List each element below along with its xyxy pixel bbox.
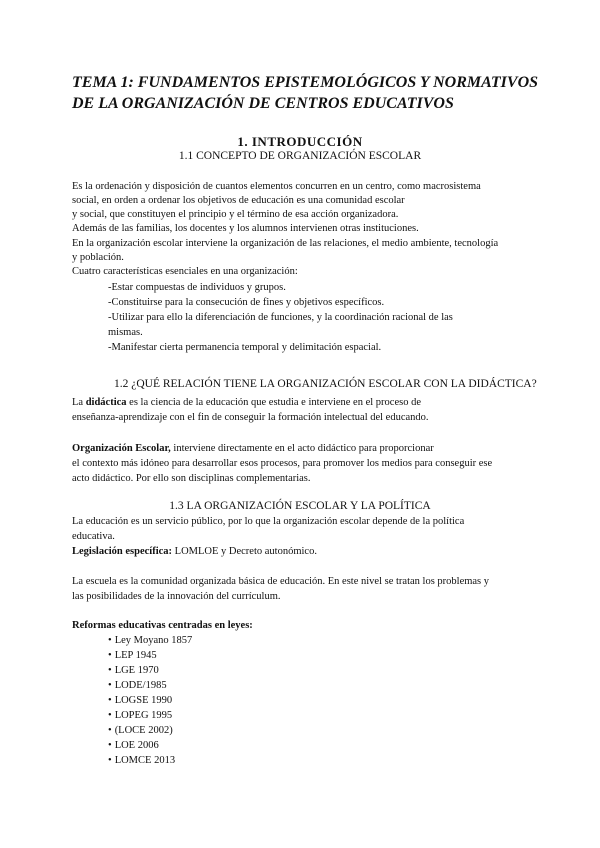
list-item-label: LOE 2006 — [114, 740, 159, 751]
list-item-label: LOPEG 1995 — [114, 710, 173, 721]
paragraph-line: y población. — [72, 252, 124, 263]
list-item-label: LOGSE 1990 — [114, 695, 173, 706]
paragraph-line: Es la ordenación y disposición de cuantos elementos concurren en un centro, como macrosistema — [72, 181, 481, 192]
bullet-icon: • — [108, 725, 112, 736]
paragraph-line: acto didáctico. Por ello son disciplinas complementarias. — [72, 473, 311, 484]
paragraph-line: La escuela es la comunidad organizada básica de educación. En este nivel se tratan los problemas y — [72, 576, 490, 587]
characteristic-item: mismas. — [108, 327, 143, 338]
subheading-1-3: 1.3 LA ORGANIZACIÓN ESCOLAR Y LA POLÍTICA — [169, 500, 431, 512]
paragraph-line: En la organización escolar interviene la organización de las relaciones, el medio ambiente, tecnología — [72, 238, 499, 249]
paragraph-line: Cuatro características esenciales en una organización: — [72, 266, 298, 277]
document-title — [72, 72, 542, 114]
list-item — [108, 679, 167, 693]
characteristic-item: -Manifestar cierta permanencia temporal y delimitación espacial. — [108, 342, 382, 353]
list-item — [108, 724, 173, 738]
paragraph-line: las posibilidades de la innovación del currículum. — [72, 591, 281, 602]
list-item — [108, 709, 172, 723]
list-item-label: LODE/1985 — [114, 680, 167, 691]
paragraph-line: La educación es un servicio público, por lo que la organización escolar depende de la política — [72, 516, 465, 527]
bullet-icon: • — [108, 710, 112, 721]
characteristic-item: -Utilizar para ello la diferenciación de funciones, y la coordinación racional de las — [108, 312, 453, 323]
list-item — [108, 634, 192, 648]
list-item — [108, 649, 157, 663]
list-item — [108, 694, 172, 708]
list-item-label: LOMCE 2013 — [114, 755, 176, 766]
characteristic-item: -Estar compuestas de individuos y grupos. — [108, 282, 286, 293]
subheading-1-2: 1.2 ¿QUÉ RELACIÓN TIENE LA ORGANIZACIÓN ESCOLAR CON LA DIDÁCTICA? — [114, 378, 537, 390]
paragraph-line: y social, que constituyen el principio y el término de esa acción organizadora. — [72, 209, 399, 220]
paragraph-line: el contexto más idóneo para desarrollar esos procesos, para promover los medios para conseguir ese — [72, 458, 493, 469]
bullet-icon: • — [108, 695, 112, 706]
list-item-label: Ley Moyano 1857 — [114, 635, 193, 646]
paragraph-line — [72, 396, 421, 410]
title-line-2: DE LA ORGANIZACIÓN DE CENTROS EDUCATIVOS — [72, 95, 454, 112]
bullet-icon: • — [108, 755, 112, 766]
text-run: La — [72, 397, 86, 408]
paragraph-line: educativa. — [72, 531, 115, 542]
list-item — [108, 664, 159, 678]
bullet-icon: • — [108, 635, 112, 646]
list-item — [108, 754, 175, 768]
subheading-1-1: 1.1 CONCEPTO DE ORGANIZACIÓN ESCOLAR — [178, 150, 422, 162]
text-run: es la ciencia de la educación que estudia e interviene en el proceso de — [126, 397, 421, 408]
bullet-icon: • — [108, 650, 112, 661]
paragraph-line — [72, 442, 434, 456]
paragraph-line: Además de las familias, los docentes y los alumnos intervienen otras instituciones. — [72, 223, 419, 234]
paragraph-line — [72, 545, 317, 559]
list-item-label: LEP 1945 — [114, 650, 157, 661]
text-run: interviene directamente en el acto didáctico para proporcionar — [170, 443, 434, 454]
bold-term-organizacion-escolar: Organización Escolar, — [72, 443, 171, 454]
list-item-label: (LOCE 2002) — [114, 725, 173, 736]
text-run: LOMLOE y Decreto autonómico. — [172, 546, 317, 557]
paragraph-line: enseñanza-aprendizaje con el fin de conseguir la formación intelectual del educando. — [72, 412, 429, 423]
list-item — [108, 739, 159, 753]
reforms-heading-text: Reformas educativas centradas en leyes: — [72, 620, 253, 631]
reforms-heading — [72, 619, 253, 633]
list-item-label: LGE 1970 — [114, 665, 159, 676]
bold-term-legislacion: Legislación específica: — [72, 546, 173, 557]
bullet-icon: • — [108, 665, 112, 676]
bold-term-didactica: didáctica — [85, 397, 127, 408]
characteristic-item: -Constituirse para la consecución de fines y objetivos específicos. — [108, 297, 385, 308]
section-heading-introduccion: 1. INTRODUCCIÓN — [237, 134, 363, 149]
bullet-icon: • — [108, 680, 112, 691]
paragraph-line: social, en orden a ordenar los objetivos de educación es una comunidad escolar — [72, 195, 405, 206]
title-line-1: TEMA 1: FUNDAMENTOS EPISTEMOLÓGICOS Y NORMATIVOS — [72, 74, 539, 91]
bullet-icon: • — [108, 740, 112, 751]
